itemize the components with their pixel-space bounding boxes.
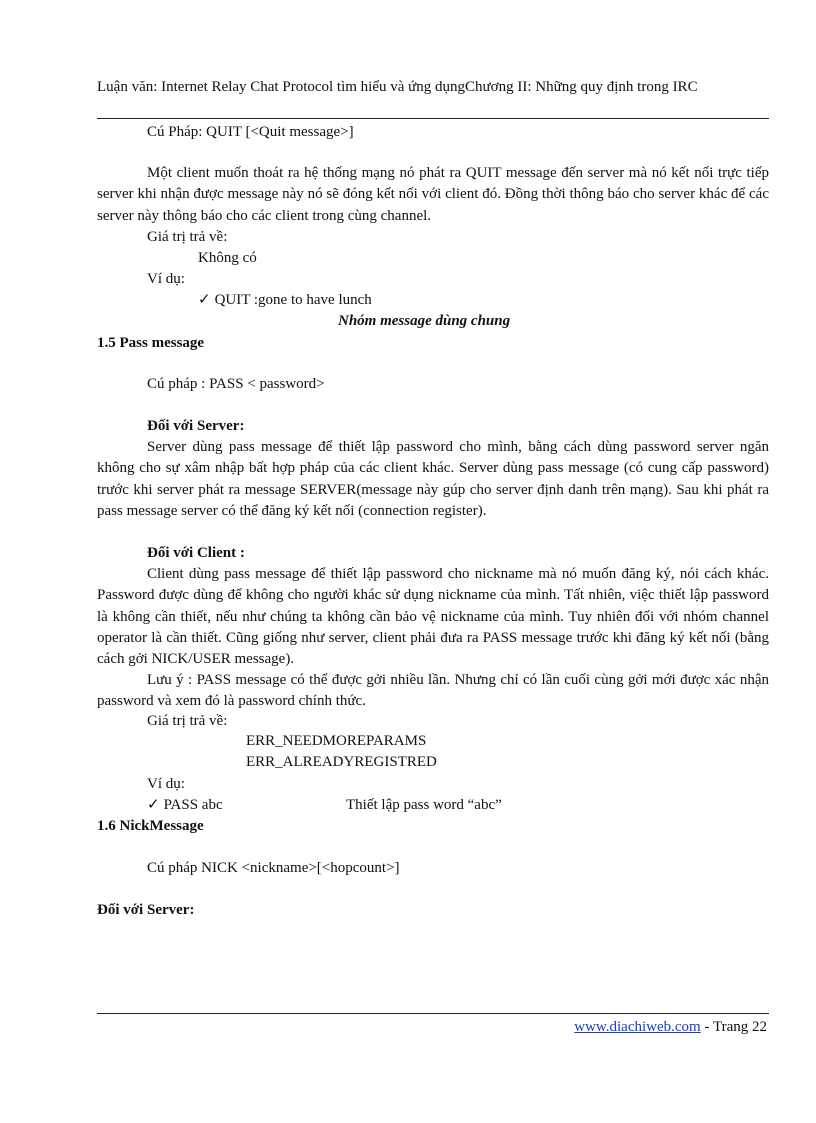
pass-note-text: Lưu ý : PASS message có thể được gởi nhiều lần. Nhưng chỉ có lần cuối cùng gởi mới được xác nhận password và xem đó là password chính thức. <box>97 672 769 710</box>
footer-divider <box>97 1013 769 1014</box>
pass-example <box>147 795 223 816</box>
checkmark-icon: ✓ <box>198 292 211 308</box>
pass-server-heading: Đối với Server: <box>147 418 245 434</box>
quit-return-label: Giá trị trả về: <box>147 229 228 245</box>
pass-error-2: ERR_ALREADYREGISTRED <box>246 754 437 770</box>
quit-syntax: Cú Pháp: QUIT [<Quit message>] <box>147 124 354 140</box>
nick-heading: 1.6 NickMessage <box>97 818 204 834</box>
pass-example-label: Ví dụ: <box>147 776 185 792</box>
page-footer <box>574 1017 767 1038</box>
footer-page-number: - Trang 22 <box>700 1019 767 1035</box>
footer-link[interactable]: www.diachiweb.com <box>574 1019 701 1035</box>
page-header <box>97 77 769 98</box>
checkmark-icon: ✓ <box>147 797 160 813</box>
nick-syntax: Cú pháp NICK <nickname>[<hopcount>] <box>147 860 400 876</box>
quit-description: Một client muốn thoát ra hệ thống mạng nó phát ra QUIT message đến server mà nó kết nối trực tiếp server khi nhận được message này nó sẽ đóng kết nối với client đó. Đồng thời thông báo cho server khác để các server này thông báo cho các client trong cùng channel. <box>97 165 769 224</box>
pass-example-desc: Thiết lập pass word “abc” <box>346 797 502 813</box>
group-title: Nhóm message dùng chung <box>338 313 511 329</box>
pass-return-label: Giá trị trả về: <box>147 713 228 729</box>
pass-client-heading: Đối với Client : <box>147 545 245 561</box>
pass-client-text: Client dùng pass message để thiết lập password cho nickname mà nó muốn đăng ký, nói cách khác. Password được dùng để không cho người khác sử dụng nickname của mình. Tất nhiên, việc thiết lập password là không cần thiết, nếu như chúng ta không cần bảo vệ nickname của mình. Tuy nhiên đối với nhóm channel operator là cần thiết. Cũng giống như server, client phải đưa ra PASS message trước khi đăng ký kết nối (bằng cách gởi NICK/USER message). <box>97 566 769 668</box>
pass-error-1: ERR_NEEDMOREPARAMS <box>246 733 427 749</box>
header-divider <box>97 118 769 119</box>
pass-example-cmd: PASS abc <box>163 797 223 813</box>
quit-example-text: QUIT :gone to have lunch <box>214 292 372 308</box>
pass-heading: 1.5 Pass message <box>97 335 205 351</box>
pass-syntax: Cú pháp : PASS < password> <box>147 376 325 392</box>
nick-server-heading: Đối với Server: <box>97 902 195 918</box>
header-text: Luận văn: Internet Relay Chat Protocol tìm hiểu và ứng dụngChương II: Những quy định trong IRC <box>97 79 698 95</box>
quit-return-value: Không có <box>198 250 257 266</box>
pass-server-text: Server dùng pass message để thiết lập password cho mình, bằng cách dùng password server ngăn không cho sự xâm nhập bất hợp pháp của các client khác. Server dùng pass message (có cung cấp password) trước khi server phát ra message SERVER(message này gúp cho server định danh trên mạng). Sau khi phát ra pass message server có thể đăng ký kết nối (connection register). <box>97 439 769 519</box>
quit-example <box>198 290 372 311</box>
quit-example-label: Ví dụ: <box>147 271 185 287</box>
